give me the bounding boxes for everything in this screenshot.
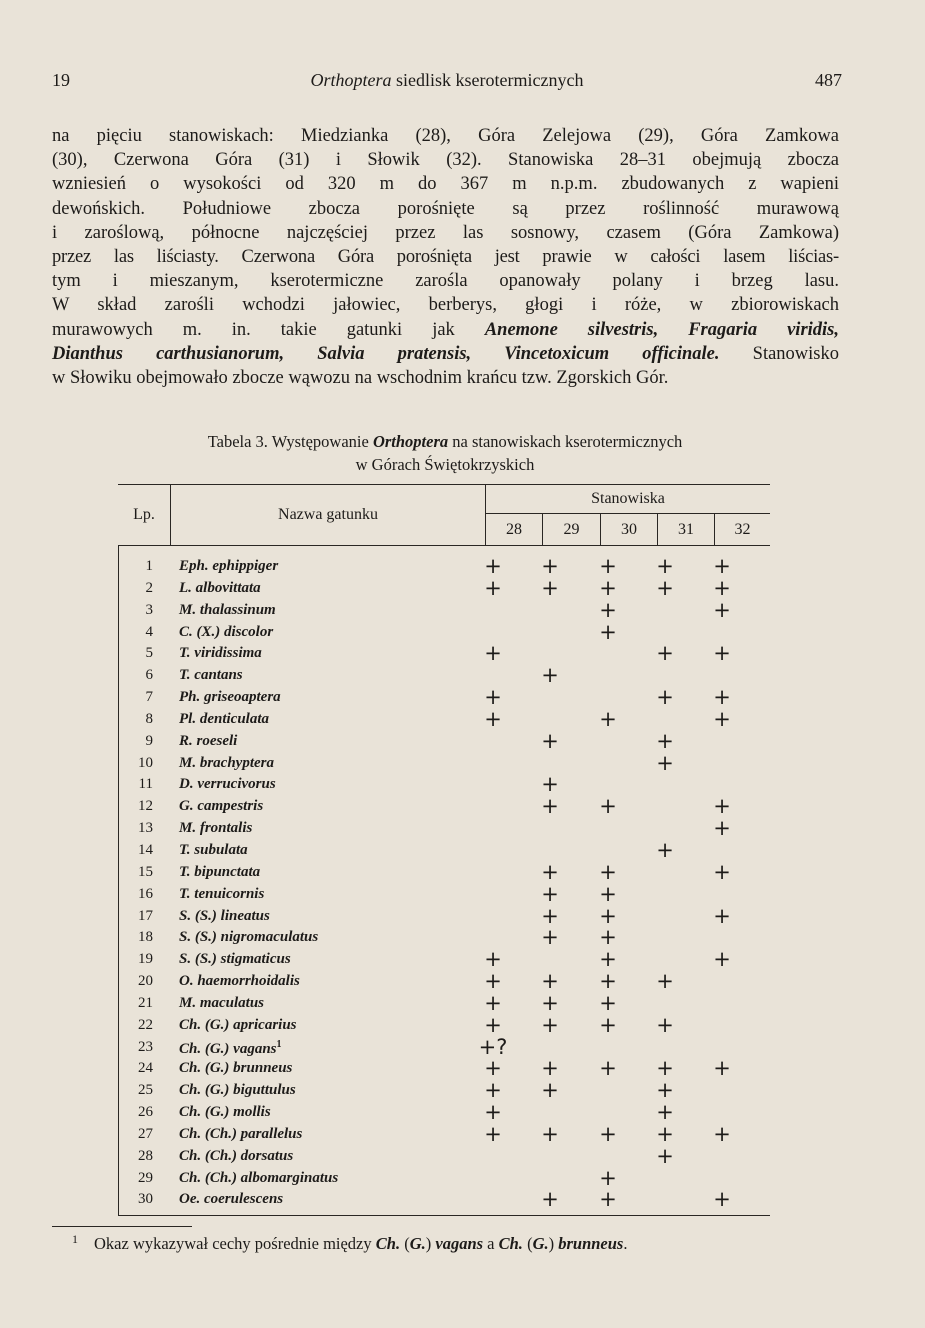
presence-mark: + xyxy=(484,969,502,994)
text-line: na pięciu stanowiskach: Miedzianka (28), Góra Zelejowa (29), Góra Zamkowa xyxy=(52,126,839,146)
presence-mark: + xyxy=(541,990,559,1015)
species-name-text: O. haemorrhoidalis xyxy=(179,973,300,990)
presence-mark: + xyxy=(541,772,559,797)
presence-mark: + xyxy=(541,969,559,994)
row-number: 16 xyxy=(138,885,153,902)
presence-mark: + xyxy=(713,947,731,972)
row-number: 10 xyxy=(138,754,153,771)
presence-mark: + xyxy=(713,685,731,710)
species-name xyxy=(179,580,261,597)
text-line-part: Stanowisko xyxy=(719,343,839,364)
species-name-text: R. roeseli xyxy=(179,732,238,749)
species-name xyxy=(179,1148,293,1165)
presence-mark: + xyxy=(656,728,674,753)
text-line: przez las liściasty. Czerwona Góra porośnięta jest prawie w całości lasem liścias- xyxy=(52,247,839,268)
row-number: 18 xyxy=(138,929,153,946)
header-site: 29 xyxy=(543,514,601,545)
presence-mark: + xyxy=(484,641,502,666)
presence-mark: + xyxy=(599,1187,617,1212)
text-line xyxy=(52,342,839,366)
presence-mark: + xyxy=(713,1056,731,1081)
species-name-text: S. (S.) stigmaticus xyxy=(179,951,291,968)
species-name xyxy=(179,908,270,925)
species-name xyxy=(179,1017,297,1034)
table-row xyxy=(119,818,770,840)
running-title-italic: Orthoptera xyxy=(310,70,392,90)
header-site: 28 xyxy=(486,514,543,545)
presence-mark: + xyxy=(599,969,617,994)
body-paragraph xyxy=(52,124,839,390)
presence-mark: + xyxy=(599,554,617,578)
presence-mark: + xyxy=(599,619,617,644)
row-number: 1 xyxy=(145,558,153,574)
species-name-text: G. campestris xyxy=(179,798,264,815)
text-line: tym i mieszanym, kserotermiczne zarośla opanowały polany i brzeg lasu. xyxy=(52,271,839,292)
presence-mark: + xyxy=(713,554,731,578)
presence-mark: + xyxy=(656,685,674,710)
species-name xyxy=(179,1104,271,1121)
table-row xyxy=(119,837,770,862)
table-row xyxy=(119,1165,770,1190)
species-name-text: M. frontalis xyxy=(179,820,253,837)
presence-mark: + xyxy=(656,969,674,994)
species-names: Anemone silvestris, Fragaria viridis, xyxy=(484,319,839,340)
row-number: 20 xyxy=(138,973,153,990)
table-row xyxy=(119,927,770,949)
species-table xyxy=(118,484,770,1216)
header-site: 30 xyxy=(601,514,658,545)
table-row xyxy=(119,796,770,818)
header-sites-group: Stanowiska xyxy=(486,485,770,514)
presence-mark: + xyxy=(713,641,731,666)
presence-mark: + xyxy=(541,881,559,906)
running-title xyxy=(52,70,842,91)
species-name-text: Ch. (G.) apricarius xyxy=(179,1016,297,1033)
species-name xyxy=(179,624,273,641)
table-row xyxy=(119,687,770,709)
presence-mark: + xyxy=(599,1121,617,1146)
footnote-text: Okaz wykazywał cechy pośrednie między xyxy=(94,1234,376,1253)
species-name-text: D. verrucivorus xyxy=(179,776,276,793)
row-number: 3 xyxy=(145,601,153,618)
presence-mark: + xyxy=(541,575,559,600)
species-name-text: S. (S.) nigromaculatus xyxy=(179,929,319,946)
presence-mark: + xyxy=(713,859,731,884)
presence-mark: + xyxy=(599,597,617,622)
table-row xyxy=(119,859,770,884)
species-name xyxy=(179,776,276,793)
row-number: 30 xyxy=(138,1191,153,1208)
species-name-text: T. bipunctata xyxy=(179,863,261,880)
footnote-reference: 1 xyxy=(276,1038,282,1050)
presence-mark: + xyxy=(656,554,674,578)
presence-mark: + xyxy=(484,554,502,578)
caption-line-2: w Górach Świętokrzyskich xyxy=(355,455,535,474)
species-name xyxy=(179,820,252,837)
species-name xyxy=(179,951,291,968)
page-number-left: 19 xyxy=(52,70,70,90)
presence-mark: + xyxy=(713,575,731,600)
presence-mark: + xyxy=(713,1187,731,1212)
table-row xyxy=(119,903,770,928)
presence-mark: + xyxy=(656,1078,674,1103)
table-row xyxy=(119,1080,770,1102)
species-name xyxy=(179,558,278,575)
species-name xyxy=(179,689,281,706)
presence-mark: + xyxy=(484,685,502,710)
species-name-text: T. subulata xyxy=(179,841,248,858)
text-line xyxy=(52,318,839,342)
footnote-text: ( xyxy=(400,1234,410,1253)
presence-mark: + xyxy=(713,706,731,731)
header-site: 31 xyxy=(658,514,715,545)
row-number: 22 xyxy=(138,1016,153,1033)
presence-mark: + xyxy=(541,925,559,950)
table-row xyxy=(119,728,770,753)
presence-mark: + xyxy=(713,816,731,841)
row-number: 29 xyxy=(138,1169,153,1186)
species-name xyxy=(179,1191,283,1208)
table-row xyxy=(119,971,770,993)
table-row xyxy=(119,1189,770,1211)
presence-mark: + xyxy=(484,947,502,972)
presence-mark: + xyxy=(484,990,502,1015)
species-name-text: M. brachyptera xyxy=(179,754,274,771)
species-name xyxy=(179,1082,296,1099)
row-number: 4 xyxy=(145,623,153,640)
row-number: 13 xyxy=(138,820,153,837)
presence-mark: + xyxy=(484,706,502,731)
presence-mark: + xyxy=(599,859,617,884)
footnote-italic: brunneus xyxy=(558,1234,624,1253)
species-name xyxy=(179,667,243,684)
footnote-italic: G. xyxy=(532,1234,549,1253)
table-row xyxy=(119,1058,770,1080)
species-name-text: C. (X.) discolor xyxy=(179,623,274,640)
species-name-text: Ch. (Ch.) albomarginatus xyxy=(179,1169,339,1186)
row-number: 19 xyxy=(138,951,153,968)
presence-mark: + xyxy=(541,1187,559,1212)
presence-mark: + xyxy=(713,597,731,622)
table-row xyxy=(119,575,770,600)
table-row xyxy=(119,665,770,687)
presence-mark: + xyxy=(484,1056,502,1081)
table-caption xyxy=(100,430,790,476)
row-number: 9 xyxy=(145,732,153,749)
table-body xyxy=(118,546,770,1216)
species-name-text: Ph. griseoaptera xyxy=(179,689,281,706)
presence-mark: + xyxy=(541,1121,559,1146)
presence-mark: + xyxy=(541,794,559,819)
presence-mark: + xyxy=(484,575,502,600)
text-line: wzniesień o wysokości od 320 m do 367 m n.p.m. zbudowanych z wapieni xyxy=(52,174,839,195)
species-name-text: Pl. denticulata xyxy=(179,710,269,727)
row-number: 15 xyxy=(138,863,153,880)
text-line: i zaroślową, północne najczęściej przez las sosnowy, czasem (Góra Zamkowa) xyxy=(52,222,839,243)
header-lp: Lp. xyxy=(118,485,171,545)
presence-mark: + xyxy=(656,575,674,600)
species-name-text: S. (S.) lineatus xyxy=(179,907,270,924)
row-number: 21 xyxy=(138,994,153,1011)
species-name-text: L. albovittata xyxy=(179,579,261,596)
presence-mark: + xyxy=(541,728,559,753)
row-number: 12 xyxy=(138,798,153,815)
presence-mark: + xyxy=(656,1121,674,1146)
footnote-text: ) xyxy=(425,1234,436,1253)
presence-mark: + xyxy=(599,1056,617,1081)
presence-mark: + xyxy=(599,1012,617,1037)
table-row xyxy=(119,750,770,775)
caption-suffix: na stanowiskach kserotermicznych xyxy=(448,432,683,451)
species-name-text: Oe. coerulescens xyxy=(179,1191,284,1208)
running-title-rest: siedlisk kserotermicznych xyxy=(391,70,584,90)
presence-mark: + xyxy=(599,881,617,906)
presence-mark: + xyxy=(541,554,559,578)
presence-mark: + xyxy=(541,859,559,884)
page-number-right: 487 xyxy=(815,70,842,90)
table-row xyxy=(119,1102,770,1124)
species-name xyxy=(179,1060,292,1077)
presence-mark: + xyxy=(656,641,674,666)
presence-mark: + xyxy=(541,1012,559,1037)
row-number: 28 xyxy=(138,1147,153,1164)
row-number: 7 xyxy=(145,689,153,706)
presence-mark: + xyxy=(484,1100,502,1125)
presence-mark: + xyxy=(541,663,559,688)
text-line: w Słowiku obejmowało zbocze wąwozu na wschodnim krańcu tzw. Zgorskich Gór. xyxy=(52,368,669,389)
row-number: 5 xyxy=(145,645,153,662)
species-name xyxy=(179,1039,282,1058)
text-line: dewońskich. Południowe zbocza porośnięte są przez roślinność murawową xyxy=(52,198,839,219)
presence-mark: + xyxy=(713,794,731,819)
footnote-text: . xyxy=(623,1234,628,1253)
presence-mark: + xyxy=(599,706,617,731)
table-row xyxy=(119,1012,770,1037)
species-name-text: Ch. (G.) mollis xyxy=(179,1104,271,1121)
presence-mark: + xyxy=(713,1121,731,1146)
presence-mark: + xyxy=(599,575,617,600)
footnote-italic: vagans xyxy=(435,1234,484,1253)
table-row xyxy=(119,619,770,644)
species-name-text: Ch. (G.) vagans xyxy=(179,1040,277,1057)
footnote-marker: 1 xyxy=(72,1232,78,1246)
footnote-text: ( xyxy=(522,1234,533,1253)
table-row xyxy=(119,706,770,731)
species-name xyxy=(179,711,269,728)
presence-mark: + xyxy=(541,1078,559,1103)
row-number: 17 xyxy=(138,907,153,924)
page-header xyxy=(52,70,842,94)
species-name xyxy=(179,755,274,772)
footnote-text: ) xyxy=(548,1234,559,1253)
text-line-part: murawowych m. in. takie gatunki jak xyxy=(52,319,455,340)
species-name-text: T. tenuicornis xyxy=(179,885,265,902)
species-name-text: M. thalassinum xyxy=(179,601,276,618)
row-number: 23 xyxy=(138,1038,153,1055)
presence-mark: + xyxy=(599,1165,617,1190)
species-name xyxy=(179,798,263,815)
table-row xyxy=(119,774,770,796)
species-name-text: Eph. ephippiger xyxy=(179,558,279,574)
row-number: 26 xyxy=(138,1104,153,1121)
caption-italic: Orthoptera xyxy=(372,432,449,451)
table-row xyxy=(119,1034,770,1059)
species-name-text: T. viridissima xyxy=(179,645,262,662)
row-number: 25 xyxy=(138,1082,153,1099)
table-row xyxy=(119,1143,770,1168)
species-name xyxy=(179,1170,338,1187)
presence-mark: + xyxy=(484,1078,502,1103)
caption-prefix: Tabela 3. Występowanie xyxy=(207,432,373,451)
species-name xyxy=(179,602,276,619)
presence-mark: + xyxy=(599,947,617,972)
species-name xyxy=(179,733,237,750)
species-name-text: Ch. (Ch.) dorsatus xyxy=(179,1147,294,1164)
table-row xyxy=(119,881,770,906)
text-line: (30), Czerwona Góra (31) i Słowik (32). Stanowiska 28–31 obejmują zbocza xyxy=(52,150,839,171)
presence-mark: + xyxy=(484,1012,502,1037)
row-number: 6 xyxy=(145,667,153,684)
row-number: 24 xyxy=(138,1060,153,1077)
presence-mark: + xyxy=(656,750,674,775)
presence-mark: + xyxy=(656,1100,674,1125)
table-row xyxy=(119,990,770,1015)
footnote-rule xyxy=(52,1226,192,1227)
caption-line-1 xyxy=(100,430,790,453)
presence-mark: + xyxy=(599,990,617,1015)
table-row xyxy=(119,556,770,578)
presence-mark: + xyxy=(541,1056,559,1081)
presence-mark: + xyxy=(541,903,559,928)
footnote-italic: G. xyxy=(409,1234,426,1253)
table-header xyxy=(118,484,770,546)
footnote xyxy=(72,1232,628,1254)
table-row xyxy=(119,643,770,665)
footnote-italic: Ch. xyxy=(498,1234,523,1253)
presence-mark: + xyxy=(484,1121,502,1146)
footnote-italic: Ch. xyxy=(375,1234,401,1253)
presence-mark: + xyxy=(599,903,617,928)
species-name-text: M. maculatus xyxy=(179,994,265,1011)
species-name xyxy=(179,842,248,859)
species-name xyxy=(179,645,262,662)
text-line: W skład zarośli wchodzi jałowiec, berberys, głogi i róże, w zbiorowiskach xyxy=(52,295,839,316)
species-name-text: Ch. (G.) brunneus xyxy=(179,1060,293,1077)
presence-mark: + xyxy=(713,903,731,928)
row-number: 14 xyxy=(138,841,153,858)
row-number: 27 xyxy=(138,1125,153,1142)
species-name xyxy=(179,973,300,990)
species-name xyxy=(179,886,264,903)
species-name-text: Ch. (G.) biguttulus xyxy=(179,1082,296,1099)
row-number: 11 xyxy=(138,776,153,793)
header-species-name: Nazwa gatunku xyxy=(171,485,486,545)
table-row xyxy=(119,1121,770,1146)
presence-mark: + xyxy=(656,1012,674,1037)
species-name-text: T. cantans xyxy=(179,667,243,684)
species-name xyxy=(179,929,318,946)
presence-mark: +? xyxy=(478,1034,508,1059)
presence-mark: + xyxy=(656,1143,674,1168)
presence-mark: + xyxy=(599,794,617,819)
species-name xyxy=(179,864,260,881)
row-number: 8 xyxy=(145,710,153,727)
table-row xyxy=(119,949,770,971)
footnote-text: a xyxy=(483,1234,499,1253)
species-names: Dianthus carthusianorum, Salvia pratensis, Vincetoxicum officinale. xyxy=(52,343,720,364)
table-row xyxy=(119,597,770,622)
header-site: 32 xyxy=(734,520,751,538)
presence-mark: + xyxy=(656,1056,674,1081)
species-name xyxy=(179,995,264,1012)
presence-mark: + xyxy=(656,837,674,862)
presence-mark: + xyxy=(599,925,617,950)
species-name-text: Ch. (Ch.) parallelus xyxy=(179,1125,303,1142)
row-number: 2 xyxy=(145,579,153,596)
species-name xyxy=(179,1126,302,1143)
